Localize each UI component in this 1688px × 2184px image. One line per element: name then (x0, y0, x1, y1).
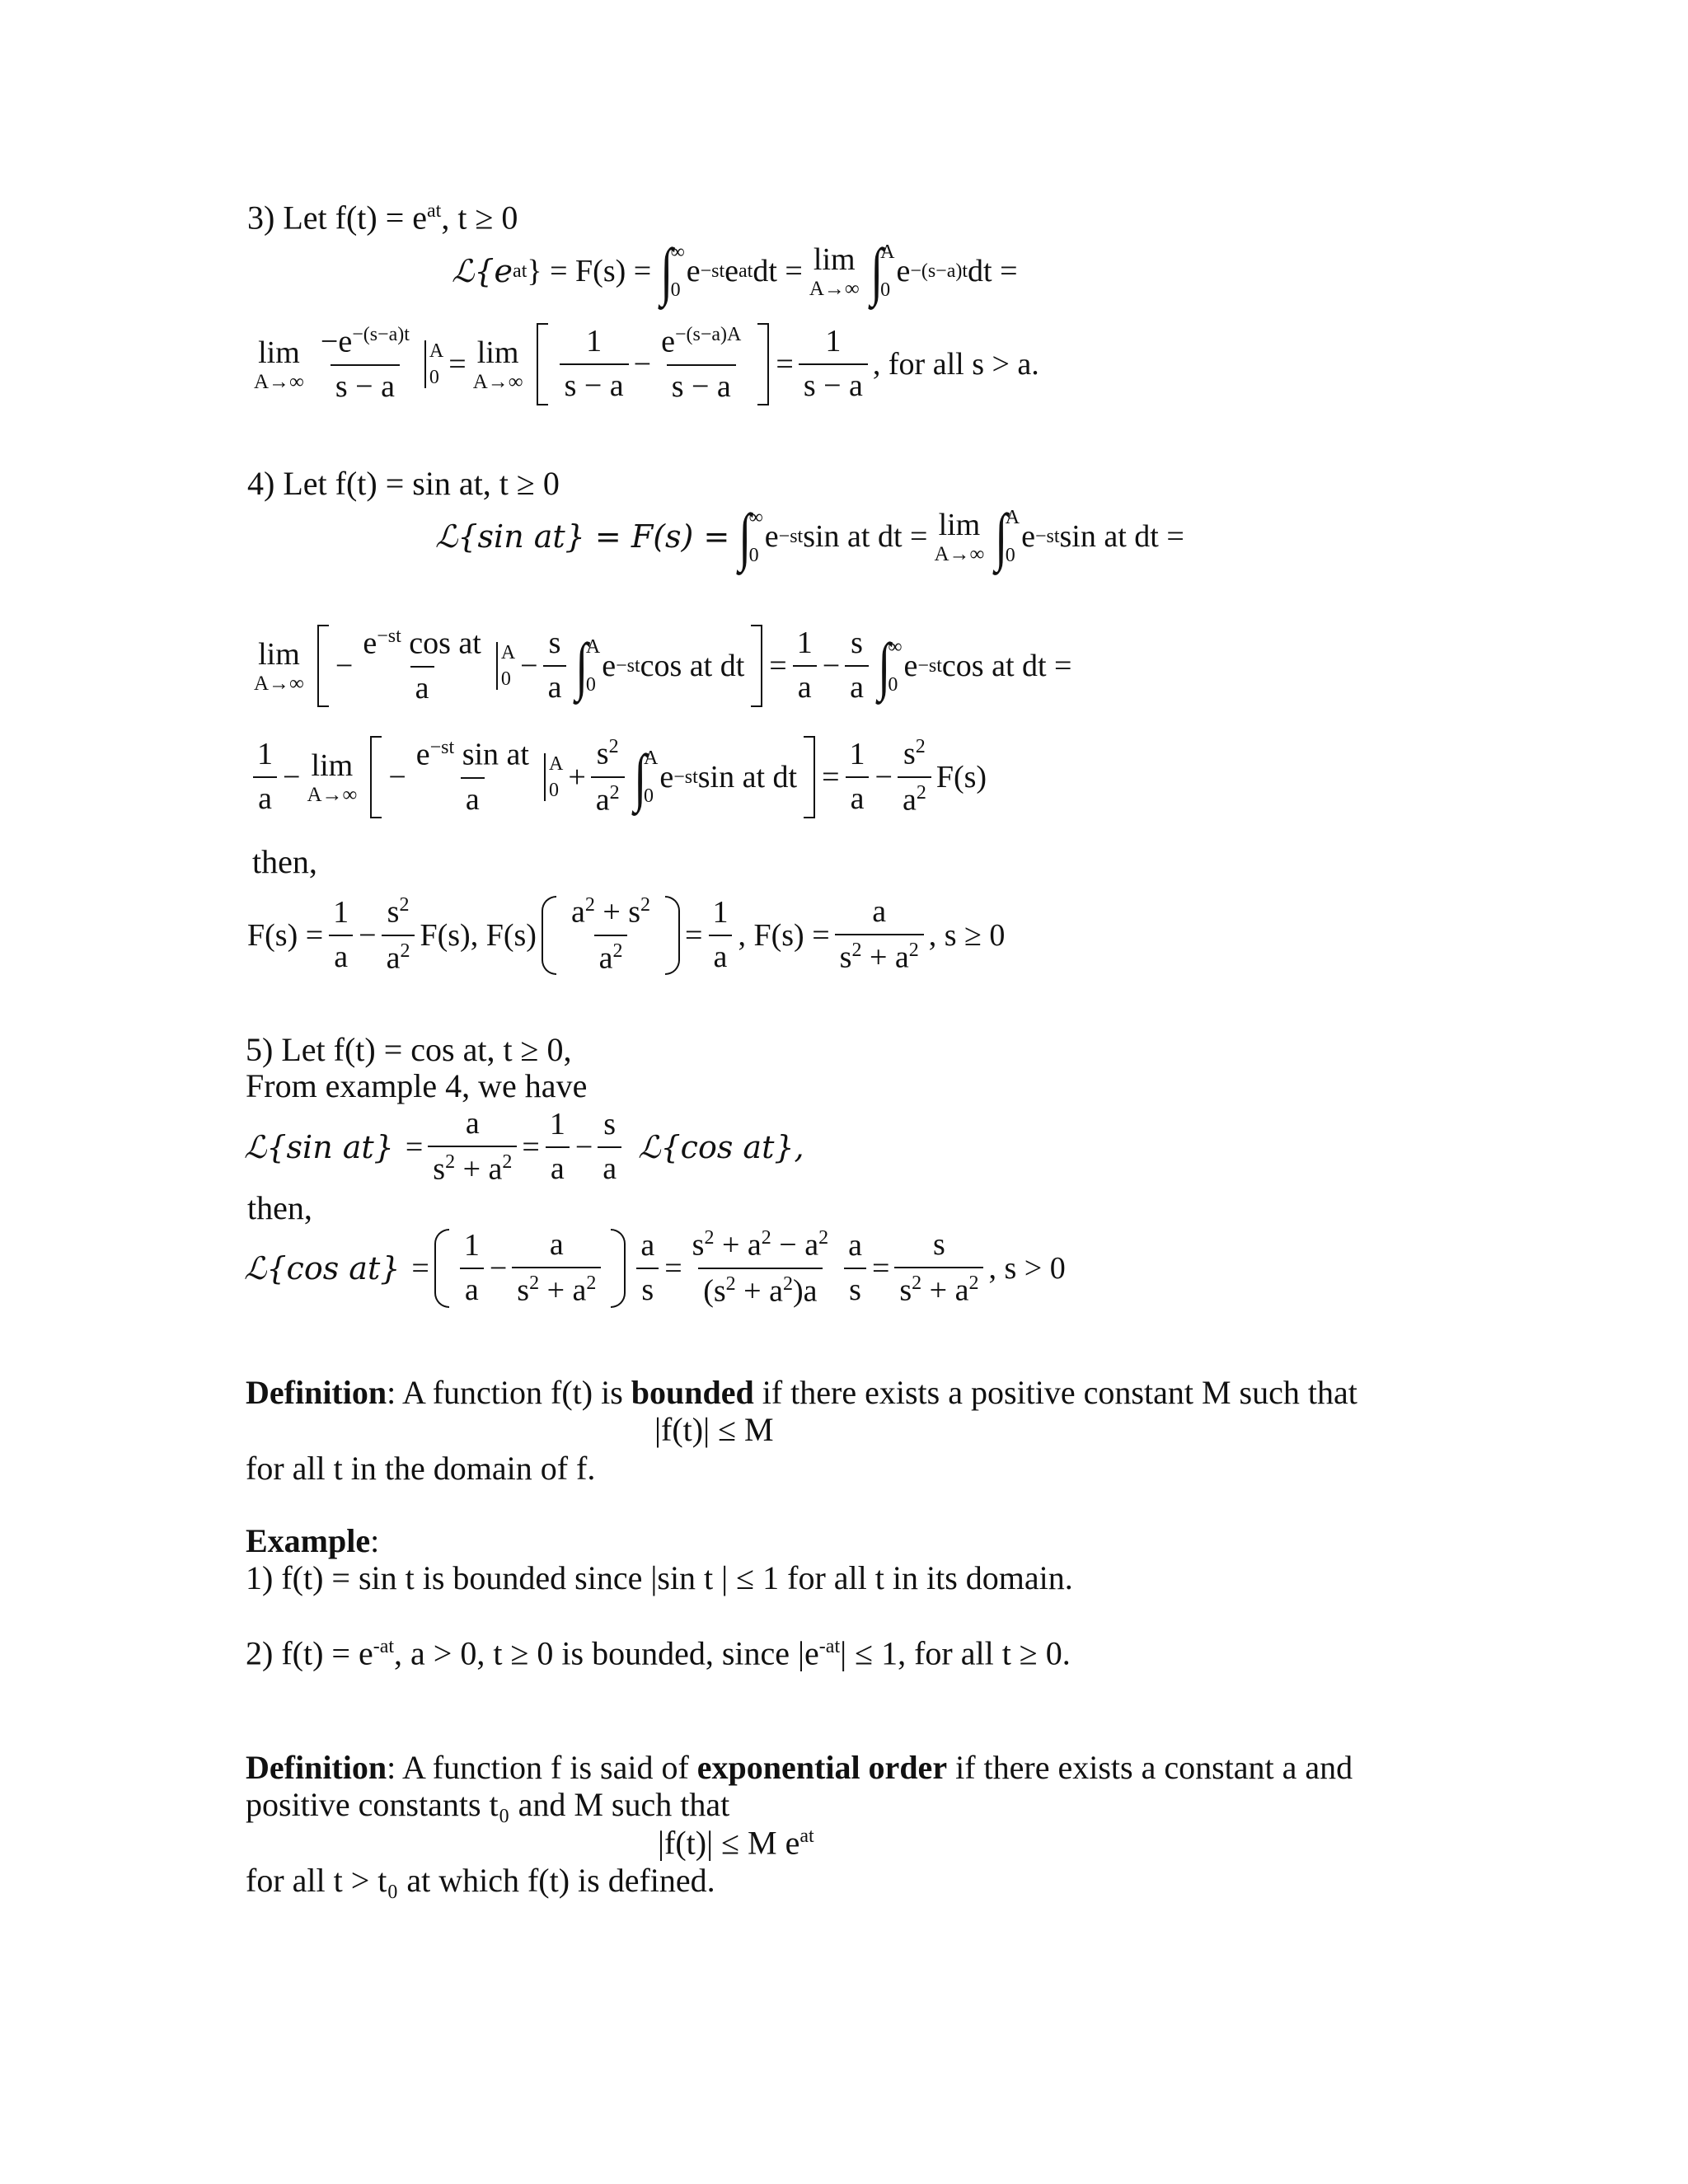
integral-symbol: ∫ A 0 (870, 235, 895, 307)
definition-bounded: Definition: A function f(t) is bounded if there exists a positive constant M such that (246, 1374, 1357, 1411)
example-heading: Example: (246, 1522, 380, 1559)
bounded-formula: |f(t)| ≤ M (654, 1411, 774, 1448)
section-5-then: then, (247, 1189, 312, 1226)
section-3-equation-1: ℒ{e at } = F(s) = ∫ ∞ 0 e −st e at dt = lim A→∞ ∫ A 0 e −(s−a)t dt = (452, 235, 1018, 307)
definition-exponential-order: Definition: A function f is said of exponential order if there exists a constant a and (246, 1749, 1353, 1786)
example-item-2: 2) $f(t) = e^{-at}$, a > 0, t ≥ 0 is bounded, since $|e^{-at}| \le 1$, for all t ≥ 0. (246, 1634, 1071, 1672)
definition-label: Definition (246, 1374, 387, 1411)
exponential-order-footer: for all t > t₀ at which f(t) is defined. (246, 1862, 715, 1899)
section-4-heading: 4) Let f(t) = sin at, t ≥ 0 (247, 465, 560, 502)
section-4-equation-4: F(s) = $\frac{1}{a}$ − $\frac{s^2}{a^2}$ F(s), F(s) $\frac{a^2 + s^2}{a^2}$ = $\frac{1}{a}$ , F(s) = $\frac{a}{s^2 + a^2}$ , s ≥ 0 (247, 893, 1006, 976)
section-5-heading: 5) Let f(t) = cos at, t ≥ 0, (246, 1031, 572, 1068)
section-5-equation-1: ℒ{sin at} = $\frac{a}{s^2 + a^2}$ = $\frac{1}{a}$ − $\frac{s}{a}$ ℒ{cos at}, (244, 1106, 804, 1187)
integral-symbol: ∫ A 0 (633, 741, 659, 813)
example-item-1: 1) f(t) = sin t is bounded since |sin t | ≤ 1 for all t in its domain. (246, 1559, 1073, 1596)
section-5-equation-2: ℒ{cos at} = $\frac{1}{a}$ − $\frac{a}{s^2 + a^2}$ $\frac{a}{s}$ = $\frac{s^2 + a^2 - a^2}{(s^2 + a^2)a}$ $\frac{a}{s}$ = $\frac{s}{s^2 + a^2}$ , s > 0 (244, 1226, 1066, 1309)
section-4-then: then, (252, 843, 317, 880)
exponential-order-formula: |f(t)| ≤ M $e^{at}$ (658, 1824, 814, 1862)
bounded-footer: for all t in the domain of f. (246, 1450, 596, 1487)
section-3-heading: 3) Let $f(t) = e^{at}$, t ≥ 0 (247, 199, 518, 237)
section-3-equation-2: lim A→∞ $\frac{-e^{-(s-a)t}}{s - a}$ A 0 = lim A→∞ $\frac{1}{s - a}$ − $\frac{e^{-(s-a)A}}{s - a}$ = $\frac{1}{s - a}$ , for all s > a. (247, 323, 1039, 405)
definition-label: Definition (246, 1749, 387, 1786)
integral-symbol: ∫ ∞ 0 (878, 630, 903, 701)
section-4-equation-2: lim A→∞ − $\frac{e^{-st} \cos at}{a}$ A 0 − $\frac{s}{a}$ ∫ A 0 e −st cos at dt = $\frac{1}{a}$ − $\frac{s}{a}$ ∫ ∞ 0 e −st cos at dt = (247, 625, 1072, 707)
term-bounded: bounded (631, 1374, 754, 1411)
integral-symbol: ∫ ∞ 0 (738, 500, 763, 572)
section-4-equation-1: ℒ{sin at} = F(s) = ∫ ∞ 0 e −st sin at dt = lim A→∞ ∫ A 0 e −st sin at dt = (435, 500, 1184, 572)
integral-symbol: ∫ A 0 (575, 630, 601, 701)
integral-symbol: ∫ ∞ 0 (660, 235, 685, 307)
section-5-subheading: From example 4, we have (246, 1067, 588, 1104)
section-4-equation-3: $\frac{1}{a}$ − lim A→∞ − $\frac{e^{-st} \sin at}{a}$ A 0 + $\frac{s^2}{a^2}$ ∫ A 0 e −st sin at dt = $\frac{1}{a}$ − $\frac{s^2}{a^2}$ F(s) (247, 736, 987, 818)
term-exponential-order: exponential order (696, 1749, 948, 1786)
integral-symbol: ∫ A 0 (995, 500, 1020, 572)
exponential-order-line-2: positive constants t₀ and M such that (246, 1786, 730, 1823)
